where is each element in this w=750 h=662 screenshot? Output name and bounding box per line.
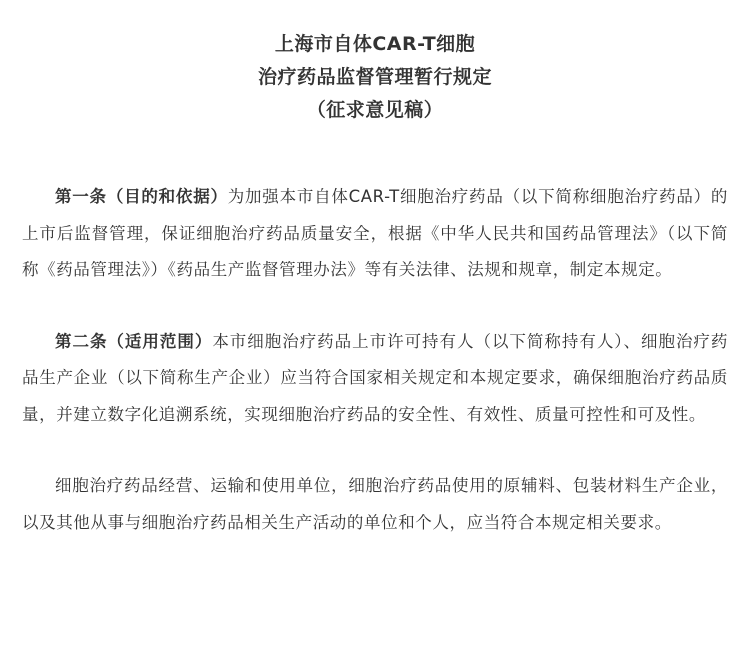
article-2-paragraph-2 [22,468,728,541]
article-2-heading: 第二条（适用范围） [55,331,213,351]
article-1-body: 为加强本市自体CAR-T细胞治疗药品（以下简称细胞治疗药品）的上市后监督管理，保证细胞治疗药品质量安全，根据《中华人民共和国药品管理法》（以下简称《药品管理法》）《药品生产监督管理办法》等有关法律、法规和规章，制定本规定。 [22,187,728,279]
article-2-body: 本市细胞治疗药品上市许可持有人（以下简称持有人）、细胞治疗药品生产企业（以下简称生产企业）应当符合国家相关规定和本规定要求，确保细胞治疗药品质量，并建立数字化追溯系统，实现细胞治疗药品的安全性、有效性、质量可控性和可及性。 [22,331,729,424]
article-2-paragraph-2-body: 细胞治疗药品经营、运输和使用单位，细胞治疗药品使用的原辅料、包装材料生产企业，以及其他从事与细胞治疗药品相关生产活动的单位和个人，应当符合本规定相关要求。 [22,476,728,532]
document-title [22,0,728,127]
article-1 [22,179,728,289]
title-line-2: 治疗药品监督管理暂行规定 [257,66,492,88]
article-2 [22,324,728,434]
title-line-3: （征求意见稿） [306,99,444,121]
title-line-1: 上海市自体CAR-T细胞 [274,33,476,55]
article-1-heading: 第一条（目的和依据） [55,187,228,206]
